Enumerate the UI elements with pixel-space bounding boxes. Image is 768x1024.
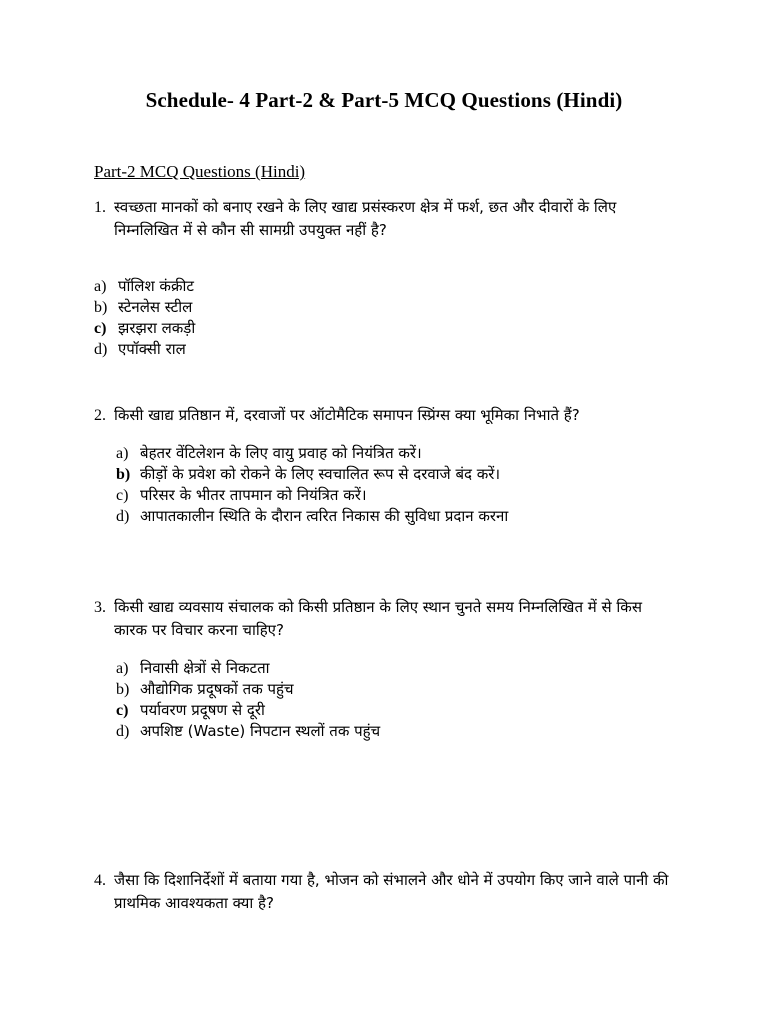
- option-b: [116, 464, 674, 485]
- section-heading: Part-2 MCQ Questions (Hindi): [94, 162, 306, 181]
- question-number: 4.: [94, 872, 106, 889]
- option-c: [116, 700, 674, 721]
- question-text: किसी खाद्य व्यवसाय संचालक को किसी प्रतिष्ठान के लिए स्थान चुनते समय निम्नलिखित में से किस कारक पर विचार करना चाहिए?: [114, 598, 642, 639]
- option-label: b): [116, 681, 130, 698]
- question-4: [94, 869, 674, 915]
- question-text: स्वच्छता मानकों को बनाए रखने के लिए खाद्य प्रसंस्करण क्षेत्र में फर्श, छत और दीवारों के लिए निम्नलिखित में से कौन सी सामग्री उपयुक्त नहीं है?: [114, 198, 617, 239]
- option-text: परिसर के भीतर तापमान को नियंत्रित करें।: [140, 486, 367, 504]
- option-b: [116, 679, 674, 700]
- options-list: [94, 276, 674, 360]
- option-text: पर्यावरण प्रदूषण से दूरी: [140, 701, 265, 719]
- options-list: [94, 443, 674, 527]
- option-label: c): [116, 702, 129, 719]
- question-number: 2.: [94, 407, 106, 424]
- document-title: Schedule- 4 Part-2 & Part-5 MCQ Questions (Hindi): [145, 88, 623, 112]
- option-text: बेहतर वेंटिलेशन के लिए वायु प्रवाह को नियंत्रित करें।: [140, 444, 422, 462]
- option-text: झरझरा लकड़ी: [118, 319, 196, 337]
- option-text: एपॉक्सी राल: [118, 340, 186, 358]
- question-1: [94, 196, 674, 360]
- option-d: [116, 506, 674, 527]
- option-label: d): [94, 341, 108, 358]
- option-label: d): [116, 723, 130, 740]
- option-text: कीड़ों के प्रवेश को रोकने के लिए स्वचालित रूप से दरवाजे बंद करें।: [140, 465, 501, 483]
- option-a: [94, 276, 674, 297]
- options-list: [94, 658, 674, 742]
- question-3: [94, 596, 674, 742]
- option-text: पॉलिश कंक्रीट: [118, 277, 194, 295]
- option-label: d): [116, 508, 130, 525]
- option-label: b): [116, 466, 131, 483]
- question-text: किसी खाद्य प्रतिष्ठान में, दरवाजों पर ऑटोमैटिक समापन स्प्रिंग्स क्या भूमिका निभाते हैं?: [114, 406, 580, 424]
- option-label: c): [116, 487, 129, 504]
- option-text: निवासी क्षेत्रों से निकटता: [140, 659, 270, 677]
- option-label: c): [94, 320, 107, 337]
- option-c: [116, 485, 674, 506]
- question-2: [94, 404, 674, 527]
- option-text: आपातकालीन स्थिति के दौरान त्वरित निकास की सुविधा प्रदान करना: [140, 507, 509, 525]
- question-number: 1.: [94, 199, 106, 216]
- option-label: a): [94, 278, 107, 295]
- option-text: अपशिष्ट (Waste) निपटान स्थलों तक पहुंच: [140, 722, 381, 740]
- question-number: 3.: [94, 599, 106, 616]
- option-d: [94, 339, 674, 360]
- option-c: [94, 318, 674, 339]
- option-text: औद्योगिक प्रदूषकों तक पहुंच: [140, 680, 294, 698]
- option-label: a): [116, 660, 129, 677]
- option-label: a): [116, 445, 129, 462]
- question-text: जैसा कि दिशानिर्देशों में बताया गया है, भोजन को संभालने और धोने में उपयोग किए जाने वाले पानी की प्राथमिक आवश्यकता क्या है?: [114, 871, 669, 912]
- option-label: b): [94, 299, 108, 316]
- option-d: [116, 721, 674, 742]
- option-a: [116, 658, 674, 679]
- option-a: [116, 443, 674, 464]
- option-b: [94, 297, 674, 318]
- option-text: स्टेनलेस स्टील: [118, 298, 193, 316]
